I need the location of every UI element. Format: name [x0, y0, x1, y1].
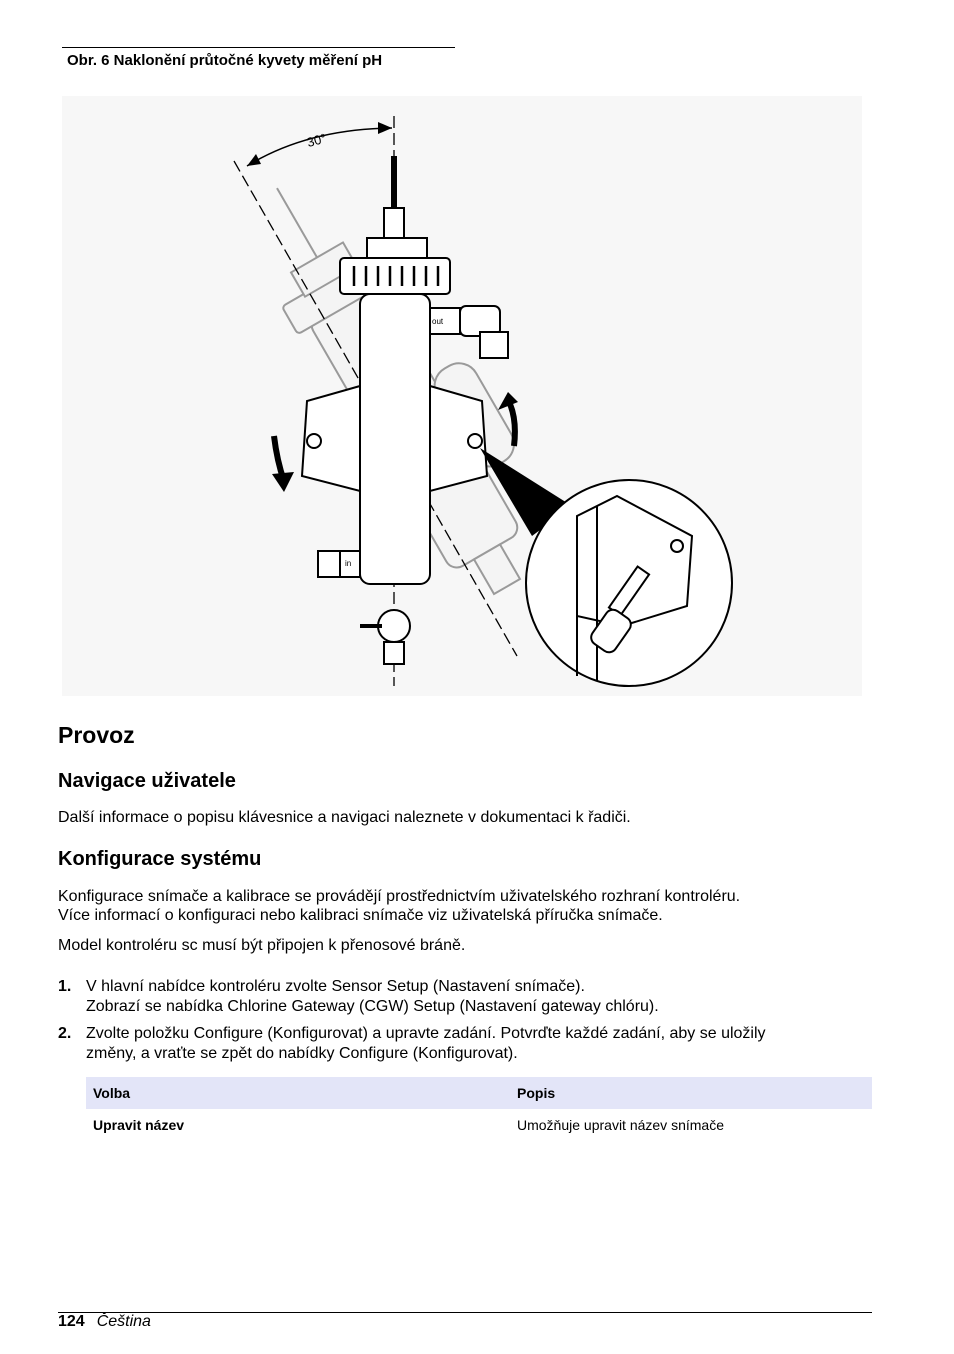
page-footer — [58, 1313, 151, 1331]
footer-rule — [58, 1312, 872, 1313]
configuration-heading: Konfigurace systému — [58, 848, 262, 870]
step-number: 2. — [58, 1025, 72, 1042]
configuration-text-line1: Konfigurace snímače a kalibrace se provádějí prostřednictvím uživatelského rozhraní kontroléru. — [58, 888, 741, 905]
column-header-description: Popis — [517, 1085, 556, 1101]
navigation-text: Další informace o popisu klávesnice a navigaci naleznete v dokumentaci k řadiči. — [58, 809, 631, 826]
inlet-fitting — [318, 551, 340, 577]
outlet-fitting — [480, 332, 508, 358]
navigation-heading: Navigace uživatele — [58, 770, 236, 792]
port-out-label: out — [432, 317, 444, 326]
screw-left — [307, 434, 321, 448]
step-text — [86, 1024, 878, 1063]
page-number: 124 — [58, 1313, 85, 1330]
screw-right — [468, 434, 482, 448]
flow-cell-body — [360, 294, 430, 584]
step-item — [58, 1024, 878, 1063]
drain-fitting — [384, 642, 404, 664]
options-table — [86, 1077, 872, 1141]
section-title: Provoz — [58, 722, 135, 748]
footer-language: Čeština — [96, 1313, 151, 1330]
step-line: změny, a vraťte se zpět do nabídky Configure (Konfigurovat). — [86, 1044, 518, 1062]
port-in-label: in — [345, 559, 352, 568]
configuration-paragraph — [58, 887, 878, 925]
column-header-option: Volba — [93, 1085, 131, 1101]
figure-caption-rule — [62, 47, 455, 48]
figure-caption: Obr. 6 Naklonění průtočné kyvety měření pH — [67, 52, 383, 69]
configuration-text-line2: Více informací o konfiguraci nebo kalibraci snímače viz uživatelská příručka snímače. — [58, 907, 663, 924]
step-number: 1. — [58, 978, 72, 995]
step-item — [58, 977, 878, 1016]
step-text — [86, 977, 878, 1016]
drain-valve — [378, 610, 410, 642]
step-line: Zvolte položku Configure (Konfigurovat) a upravte zadání. Potvrďte každé zadání, aby se uložily — [86, 1025, 766, 1042]
procedure-steps — [58, 977, 878, 1071]
flow-cell-illustration — [62, 96, 862, 696]
sensor-head — [367, 238, 427, 260]
table-cell-option: Upravit název — [93, 1117, 185, 1133]
cable-gland — [384, 208, 404, 238]
step-line: V hlavní nabídce kontroléru zvolte Sensor Setup (Nastavení snímače). — [86, 978, 585, 995]
cap-nut — [340, 258, 450, 294]
angle-label: 30° — [305, 130, 328, 151]
table-header-row — [86, 1077, 872, 1109]
step-line: Zobrazí se nabídka Chlorine Gateway (CGW) Setup (Nastavení gateway chlóru). — [86, 997, 659, 1015]
table-row — [86, 1109, 872, 1141]
controller-note: Model kontroléru sc musí být připojen k přenosové bráně. — [58, 937, 466, 954]
table-cell-description: Umožňuje upravit název snímače — [517, 1117, 724, 1133]
